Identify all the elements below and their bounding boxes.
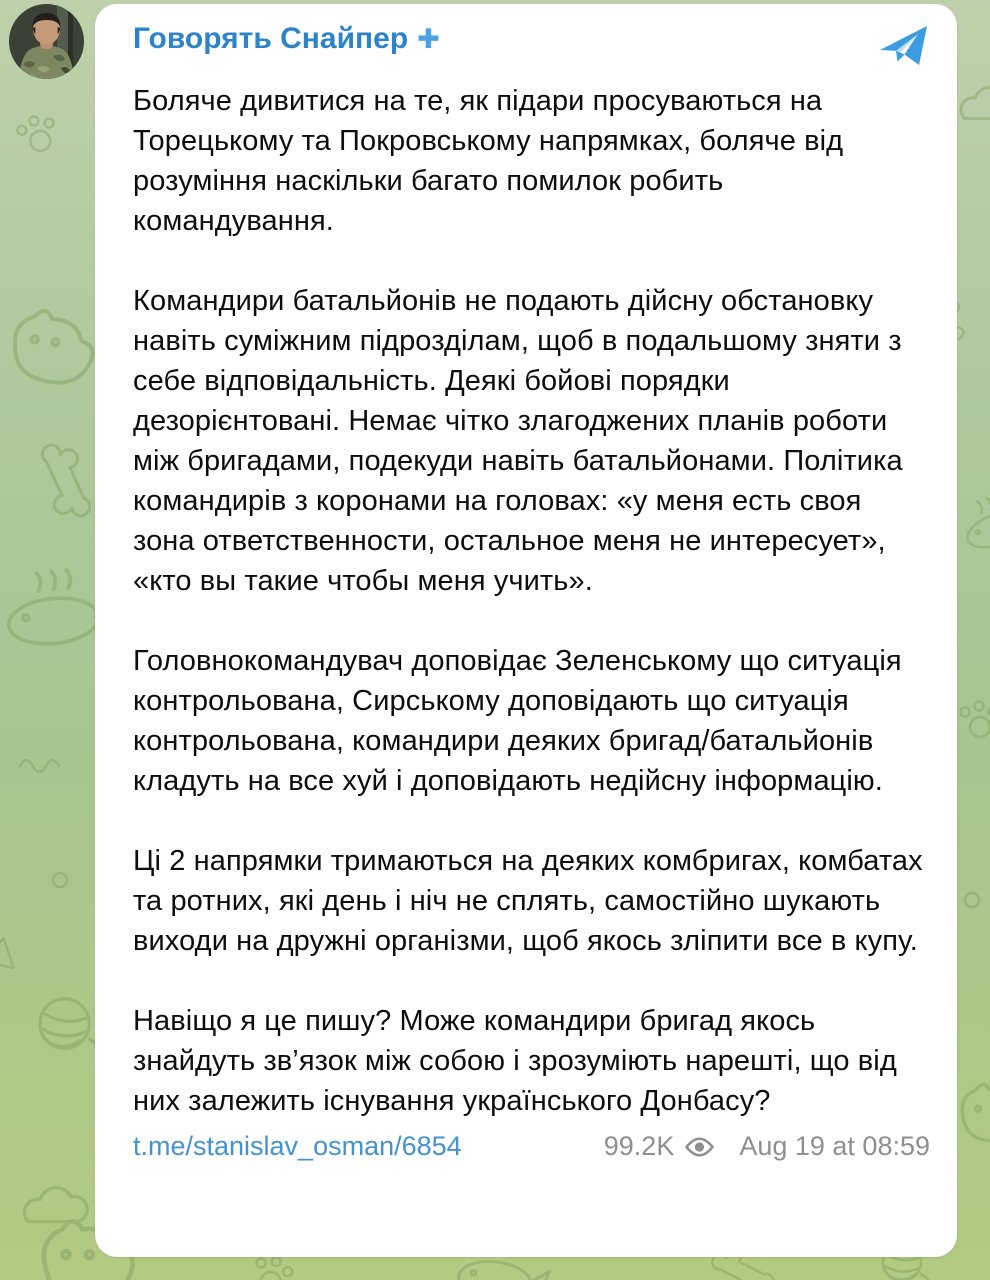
avatar-photo (9, 4, 84, 79)
views-group (604, 1131, 716, 1162)
message-text (133, 81, 930, 1121)
views-count: 99.2K (603, 1131, 675, 1161)
bubble-footer (133, 1131, 930, 1162)
eye-icon (684, 1136, 715, 1158)
channel-avatar[interactable] (9, 4, 84, 79)
cross-badge-icon: ✚ (417, 24, 440, 54)
paragraph: Боляче дивитися на те, як підари просуваються на Торецькому та Покровському напрямках, боляче від розуміння наскільки багато помилок робить командування. (133, 85, 844, 237)
post-link[interactable]: t.me/stanislav_osman/6854 (133, 1131, 462, 1161)
telegram-plane-icon[interactable] (878, 24, 930, 73)
paragraph: Ці 2 напрямки тримаються на деяких комбригах, комбатах та ротних, які день і ніч не сплять, самостійно шукають виходи на дружні організми, щоб якось зліпити все в купу. (133, 845, 923, 957)
message-bubble (95, 4, 957, 1257)
paragraph: Командири батальйонів не подають дійсну обстановку навіть суміжним підрозділам, щоб в подальшому зняти з себе відповідальність. Деякі бойові порядки дезорієнтовані. Немає чітко злагоджених планів роботи між бригадами, подекуди навіть батальйонами. Політика командирів з коронами на головах: «у меня есть своя зона ответственности, остальное меня не интересует», «кто вы такие чтобы меня учить». (133, 285, 903, 597)
paragraph: Навіщо я це пишу? Може командири бригад якось знайдуть зв’язок між собою і зрозуміють нарешті, що від них залежить існування українського Донбасу? (133, 1005, 897, 1117)
timestamp: Aug 19 at 08:59 (739, 1131, 930, 1161)
channel-name[interactable]: Говорять Снайпер (133, 22, 409, 55)
bubble-header (133, 20, 930, 73)
paragraph: Головнокомандувач доповідає Зеленському що ситуація контрольована, Сирському доповідають що ситуація контрольована, командири деяких бригад/батальйонів кладуть на все хуй і доповідають недійсну інформацію. (133, 645, 902, 797)
